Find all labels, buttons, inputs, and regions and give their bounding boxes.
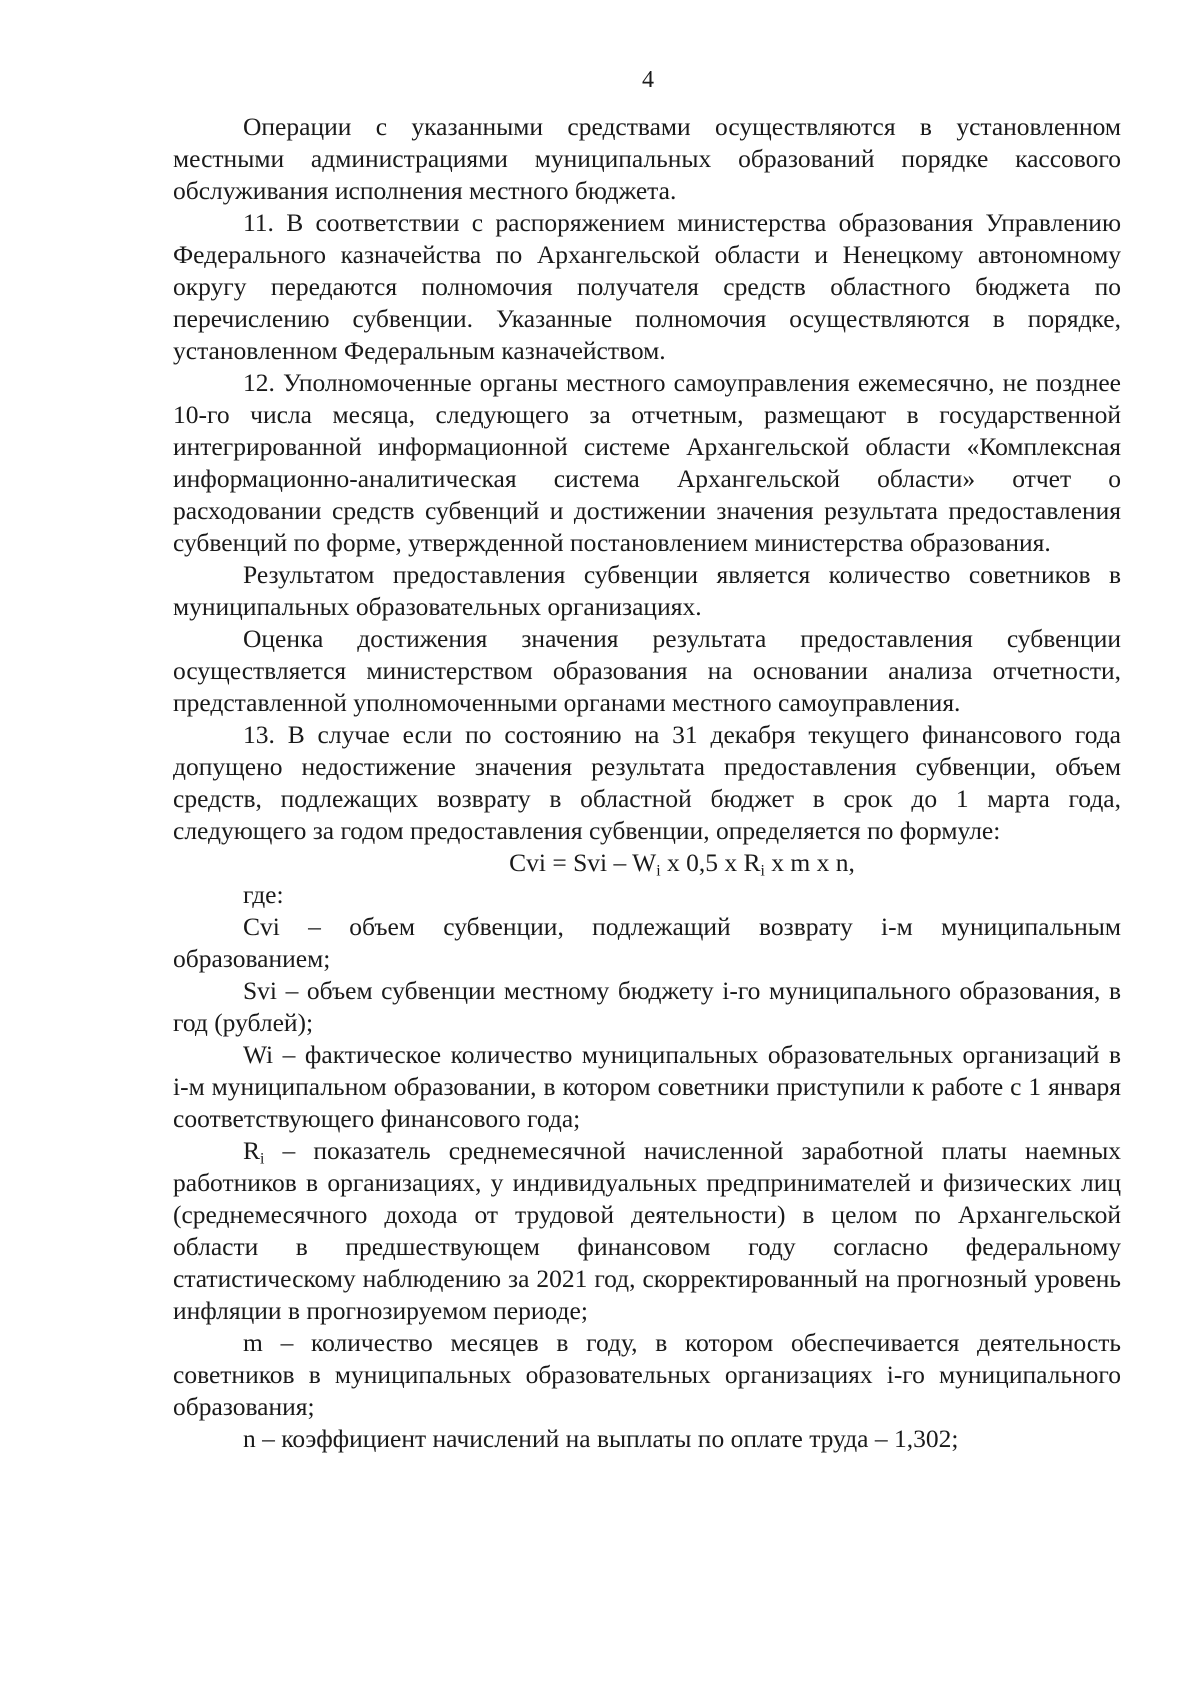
formula-part-2: x 0,5 x R <box>660 848 761 877</box>
paragraph-evaluation: Оценка достижения значения результата предоставления субвенции осуществляется министерством образования на основании анализа отчетности, представленной уполномоченными органами местного самоуправления. <box>173 624 1121 717</box>
definition-m: m – количество месяцев в году, в котором обеспечивается деятельность советников в муниципальных образовательных организациях i-го муниципального образования; <box>173 1328 1121 1421</box>
definition-wi: Wi – фактическое количество муниципальных образовательных организаций в i-м муниципальном образовании, в котором советники приступили к работе с 1 января соответствующего финансового года; <box>173 1040 1121 1133</box>
definition-n: n – коэффициент начислений на выплаты по оплате труда – 1,302; <box>243 1424 959 1453</box>
paragraph-11: 11. В соответствии с распоряжением министерства образования Управлению Федерального казначейства по Архангельской области и Ненецкому автономному округу передаются полномочия получателя средств областного бюджета по перечислению субвенции. Указанные полномочия осуществляются в порядке, установленном Федеральным казначейством. <box>173 208 1121 365</box>
paragraph-12: 12. Уполномоченные органы местного самоуправления ежемесячно, не позднее 10-го числа месяца, следующего за отчетным, размещают в государственной интегрированной информационной системе Архангельской области «Комплексная информационно-аналитическая система Архангельской области» отчет о расходовании средств субвенций и достижении значения результата предоставления субвенций по форме, утвержденной постановлением министерства образования. <box>173 368 1121 557</box>
ri-subscript: i <box>260 1150 265 1168</box>
definition-svi: Svi – объем субвенции местному бюджету i-го муниципального образования, в год (рублей); <box>173 976 1121 1037</box>
ri-symbol: R <box>243 1136 261 1165</box>
definition-cvi: Cvi – объем субвенции, подлежащий возврату i-м муниципальным образованием; <box>173 912 1121 973</box>
formula-part-1: Cvi = Svi – W <box>509 848 657 877</box>
paragraph-13: 13. В случае если по состоянию на 31 декабря текущего финансового года допущено недостижение значения результата предоставления субвенции, объем средств, подлежащих возврату в областной бюджет в срок до 1 марта года, следующего за годом предоставления субвенции, определяется по формуле: <box>173 720 1121 845</box>
where-label: где: <box>243 880 284 909</box>
document-body <box>173 111 1121 1455</box>
formula-subscript-r: i <box>760 862 765 880</box>
ri-text: – показатель среднемесячной начисленной заработной платы наемных работников в организациях, у индивидуальных предпринимателей и физических лиц (среднемесячного дохода от трудовой деятельности) в целом по Архангельской области в предшествующем финансовом году согласно федеральному статистическому наблюдению за 2021 год, скорректированный на прогнозный уровень инфляции в прогнозируемом периоде; <box>173 1136 1121 1325</box>
definition-ri <box>173 1135 1121 1327</box>
return-formula <box>173 847 1121 879</box>
formula-part-3: x m x n, <box>764 848 855 877</box>
paragraph-result: Результатом предоставления субвенции является количество советников в муниципальных образовательных организациях. <box>173 560 1121 621</box>
page-number: 4 <box>642 67 654 93</box>
paragraph-operations: Операции с указанными средствами осуществляются в установленном местными администрациями муниципальных образований порядке кассового обслуживания исполнения местного бюджета. <box>173 112 1121 205</box>
formula-subscript-w: i <box>656 862 661 880</box>
